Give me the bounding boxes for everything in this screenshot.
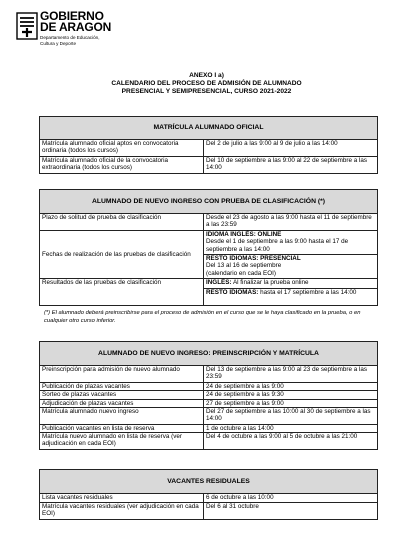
document-heading: [0, 72, 413, 96]
online-value: Desde el 1 de septiembre a las 9:00 hasta el 17 de septiembre a las 14:00: [206, 238, 349, 253]
calendar-title: CALENDARIO DEL PROCESO DE ADMISIÓN DE ALUMNADO: [111, 80, 302, 87]
row-value: Del 6 al 31 octubre: [204, 503, 378, 520]
section-title: MATRÍCULA ALUMNADO OFICIAL: [40, 117, 378, 140]
row-label: Matrícula vacantes residuales (ver adjudicación en cada EOI): [40, 503, 204, 520]
vacantes-residuales-table: [39, 469, 378, 520]
table-row: [40, 157, 378, 174]
table-row: [40, 366, 378, 383]
row-value: 6 de octubre a las 10:00: [204, 494, 378, 503]
row-label: Adjudicación de plazas vacantes: [40, 399, 204, 407]
row-value: Del 4 de octubre a las 9:00 al 5 de octubre a las 21:00: [204, 433, 378, 450]
row-label: Sorteo de plazas vacantes: [40, 391, 204, 399]
row-value: [204, 231, 378, 255]
table-row: [40, 407, 378, 424]
section-title: ALUMNADO DE NUEVO INGRESO CON PRUEBA DE CLASIFICACIÓN (*): [40, 190, 378, 214]
table-row: [40, 231, 378, 255]
table-row: [40, 383, 378, 391]
row-value: [204, 289, 378, 306]
row-value: Del 10 de septiembre a las 9:00 al 22 de septiembre a las 14:00: [204, 157, 378, 174]
gobierno-aragon-logo: [16, 10, 156, 56]
table-row: [40, 424, 378, 432]
table-row: [40, 140, 378, 157]
row-label: Matrícula alumnado oficial de la convocatoria extraordinaria (todos los cursos): [40, 157, 204, 174]
row-value: [204, 279, 378, 289]
online-title: IDIOMA INGLÉS: ONLINE: [206, 231, 282, 238]
logo-name: GOBIERNO DE ARAGON: [40, 9, 112, 34]
row-label: Publicación de plazas vacantes: [40, 383, 204, 391]
row-label: Resultados de las pruebas de clasificación: [40, 279, 204, 306]
result-resto-label: RESTO IDIOMAS:: [206, 289, 259, 296]
annex-title: ANEXO I a): [189, 72, 224, 79]
table-row: [40, 214, 378, 231]
result-resto-value: hasta el 17 septiembre a las 14:00: [258, 289, 357, 296]
row-label: Publicación vacantes en lista de reserva: [40, 424, 204, 432]
row-value: Del 27 de septiembre a las 10:00 al 30 de septiembre a las 14:00: [204, 407, 378, 424]
section-title: ALUMNADO DE NUEVO INGRESO: PREINSCRIPCIÓN Y MATRÍCULA: [40, 342, 378, 366]
row-label: Plazo de solitud de prueba de clasificación: [40, 214, 204, 231]
table-row: [40, 503, 378, 520]
section-title: VACANTES RESIDUALES: [40, 470, 378, 494]
row-label: Matrícula alumnado nuevo ingreso: [40, 407, 204, 424]
matricula-oficial-table: [39, 116, 378, 174]
row-value: [204, 255, 378, 279]
result-ingles-label: INGLÉS:: [206, 279, 232, 286]
table-row: [40, 399, 378, 407]
row-value: 27 de septiembre a las 9:00: [204, 399, 378, 407]
logo-department: Departamento de Educación, Cultura y Deporte: [40, 35, 100, 46]
row-label: Lista vacantes residuales: [40, 494, 204, 503]
row-value: 1 de octubre a las 14:00: [204, 424, 378, 432]
table-row: [40, 494, 378, 503]
row-label: Preinscripción para admisión de nuevo alumnado: [40, 366, 204, 383]
row-value: Del 13 de septiembre a las 9:00 al 23 de septiembre a las 23:59: [204, 366, 378, 383]
row-value: Desde el 23 de agosto a las 9:00 hasta el 11 de septiembre a las 23:59: [204, 214, 378, 231]
table-row: [40, 433, 378, 450]
row-value: Del 2 de julio a las 9:00 al 9 de julio a las 14:00: [204, 140, 378, 157]
row-value: 24 de septiembre a las 9:00: [204, 383, 378, 391]
prueba-clasificacion-table: [39, 189, 378, 306]
row-label: Matrícula alumnado oficial aptos en convocatoria ordinaria (todos los cursos): [40, 140, 204, 157]
row-label: Matrícula nuevo alumnado en lista de reserva (ver adjudicación en cada EOI): [40, 433, 204, 450]
aragon-emblem-icon: [16, 12, 38, 40]
presencial-value: Del 13 al 16 de septiembre: [206, 262, 282, 270]
calendar-subtitle: PRESENCIAL Y SEMIPRESENCIAL, CURSO 2021-2022: [121, 88, 292, 95]
row-value: 24 de septiembre a las 9:30: [204, 391, 378, 399]
footnote: (*) El alumnado deberá preinscribirse para el proceso de admisión en el curso que se le haya clasificado en la prueba, o en cualquier otro curso inferior.: [44, 310, 361, 324]
presencial-title: RESTO IDIOMAS: PRESENCIAL: [206, 255, 301, 262]
presencial-note: (calendario en cada EOI): [206, 269, 277, 277]
table-row: [40, 391, 378, 399]
result-ingles-value: Al finalizar la prueba online: [231, 279, 309, 286]
row-label: Fechas de realización de las pruebas de clasificación: [40, 231, 204, 279]
preinscripcion-matricula-table: [39, 341, 378, 450]
table-row: [40, 279, 378, 289]
